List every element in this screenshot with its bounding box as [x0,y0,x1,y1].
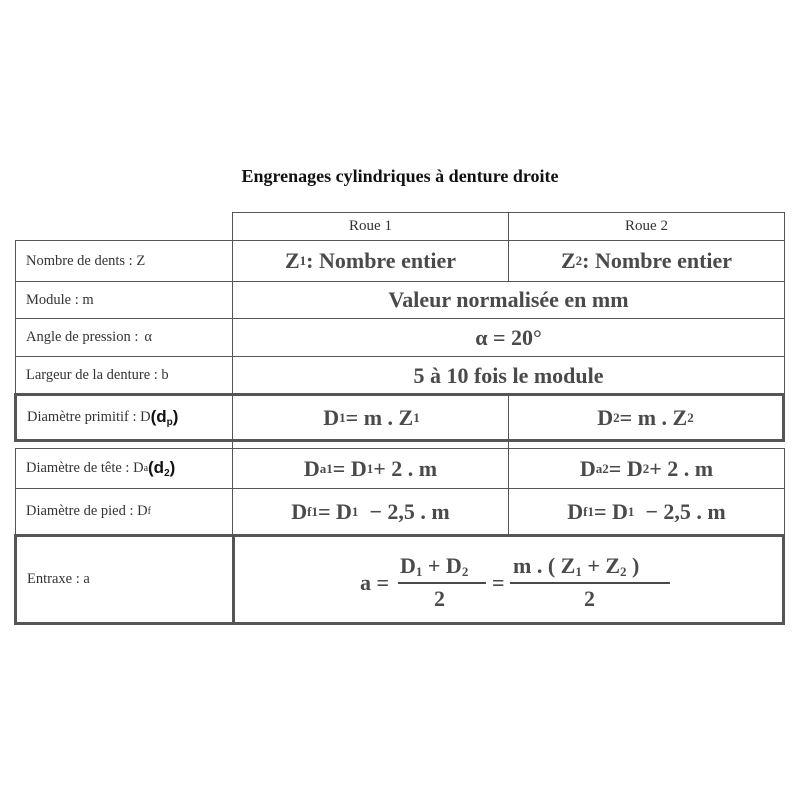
header-roue-2: Roue 2 [625,218,668,234]
value-primitif-roue-1: D 1 = m . Z 1 [323,404,420,430]
value-tete-roue-1: D a1 = D 1 + 2 . m [303,455,438,481]
label-nombre-dents: Nombre de dents : Z [26,252,146,269]
formula-numerator-2: m . ( $Z_1 + Z_2$ ) [513,553,640,579]
value-dents-roue-2: Z 2 : Nombre entier [560,248,733,273]
label-module: Module : m [26,291,94,308]
formula-second-equals: = [492,570,505,595]
value-module: Valeur normalisée en mm [388,287,629,312]
formula-denominator-2: 2 [584,586,595,611]
value-angle: α = 20° [475,324,542,350]
label-entraxe: Entraxe : a [27,571,90,587]
label-diametre-tete: Diamètre de tête : D a $(d_2)$ [26,458,176,479]
value-pied-roue-1: D f1 = D 1 − 2,5 . m [291,498,450,524]
formula-a-equals: a = [360,570,390,595]
label-largeur-denture: Largeur de la denture : b [26,367,169,383]
label-diametre-pied: Diamètre de pied : D f [26,503,151,519]
header-roue-1: Roue 1 [349,218,392,234]
label-angle-pression: Angle de pression : α [26,329,152,345]
page-title: Engrenages cylindriques à denture droite [241,166,559,186]
value-pied-roue-2: D f1 = D 1 − 2,5 . m [567,498,726,524]
value-tete-roue-2: D a2 = D 2 + 2 . m [579,455,714,481]
formula-denominator-1: 2 [434,586,445,611]
fraction-bar-2 [510,582,670,584]
label-diametre-primitif: Diamètre primitif : D $(d_p)$ [27,407,179,428]
value-largeur: 5 à 10 fois le module [413,362,604,388]
fraction-bar-1 [398,582,486,584]
value-dents-roue-1: Z 1 : Nombre entier [284,248,457,273]
formula-numerator-1: $D_1 + D_2$ [400,553,469,579]
value-primitif-roue-2: D 2 = m . Z 2 [597,404,694,430]
